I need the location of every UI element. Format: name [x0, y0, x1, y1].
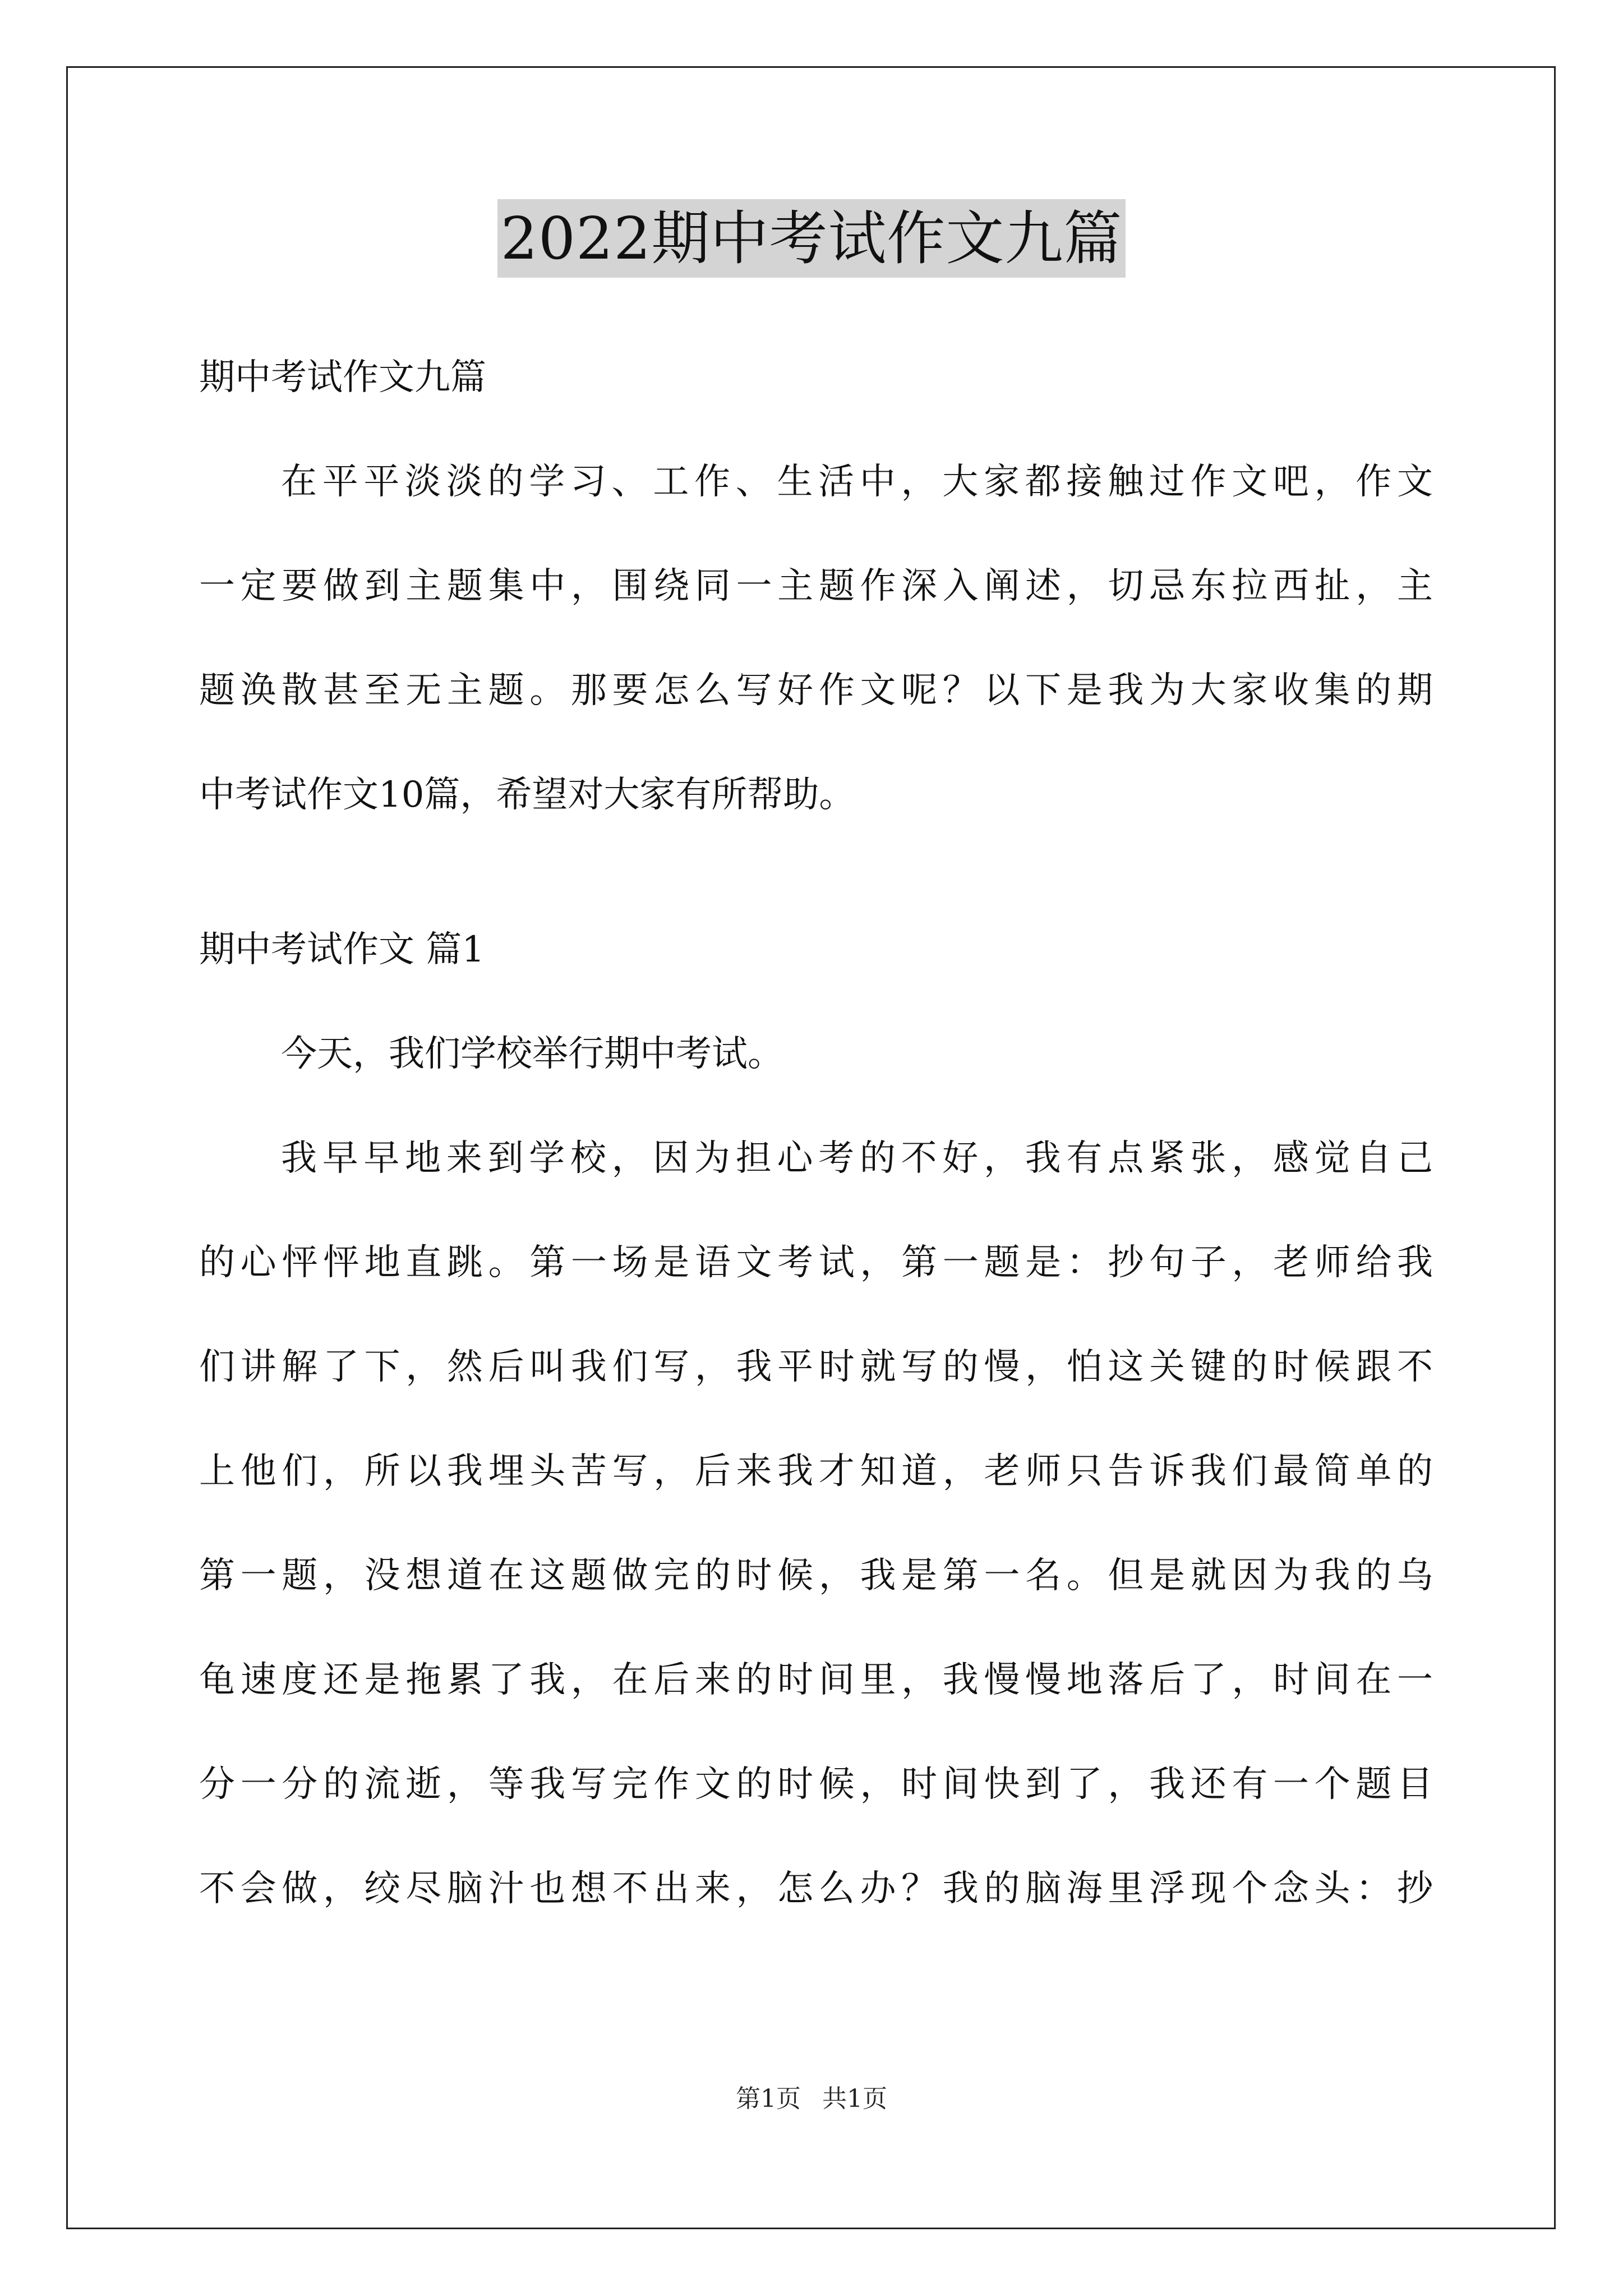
paragraph-line: 在平平淡淡的学习、工作、生活中，大家都接触过作文吧，作文 [281, 461, 1433, 503]
paragraph-line: 们讲解了下，然后叫我们写，我平时就写的慢，怕这关键的时候跟不 [199, 1346, 1433, 1388]
paragraph-line: 第一题，没想道在这题做完的时候，我是第一名。但是就因为我的乌 [199, 1555, 1433, 1596]
paragraph-line: 一定要做到主题集中，围绕同一主题作深入阐述，切忌东拉西扯，主 [199, 565, 1433, 607]
document-title: 2022期中考试作文九篇 [497, 199, 1126, 278]
paragraph-line: 的心怦怦地直跳。第一场是语文考试，第一题是：抄句子，老师给我 [199, 1242, 1433, 1283]
title-area [0, 199, 1623, 278]
section1-paragraph-1 [199, 1002, 1433, 1106]
paragraph-line: 分一分的流逝，等我写完作文的时候，时间快到了，我还有一个题目 [199, 1764, 1433, 1805]
page-footer [0, 2082, 1623, 2116]
paragraph-line: 上他们，所以我埋头苦写，后来我才知道，老师只告诉我们最简单的 [199, 1451, 1433, 1492]
paragraph-line: 题涣散甚至无主题。那要怎么写好作文呢？以下是我为大家收集的期 [199, 670, 1433, 711]
document-subtitle: 期中考试作文九篇 [199, 357, 486, 398]
section-heading: 期中考试作文 篇1 [199, 929, 485, 970]
intro-paragraph [199, 430, 1433, 847]
paragraph-line: 今天，我们学校举行期中考试。 [281, 1033, 783, 1075]
document-body [199, 325, 1433, 1941]
page-total: 共1页 [822, 2085, 887, 2113]
paragraph-line: 我早早地来到学校，因为担心考的不好，我有点紧张，感觉自己 [281, 1138, 1433, 1179]
paragraph-line: 龟速度还是拖累了我，在后来的时间里，我慢慢地落后了，时间在一 [199, 1659, 1433, 1701]
page-number: 第1页 [736, 2085, 801, 2113]
paragraph-line: 不会做，绞尽脑汁也想不出来，怎么办？我的脑海里浮现个念头：抄 [199, 1868, 1433, 1910]
section1-paragraph-2 [199, 1106, 1433, 1941]
paragraph-line: 中考试作文10篇，希望对大家有所帮助。 [199, 774, 855, 816]
